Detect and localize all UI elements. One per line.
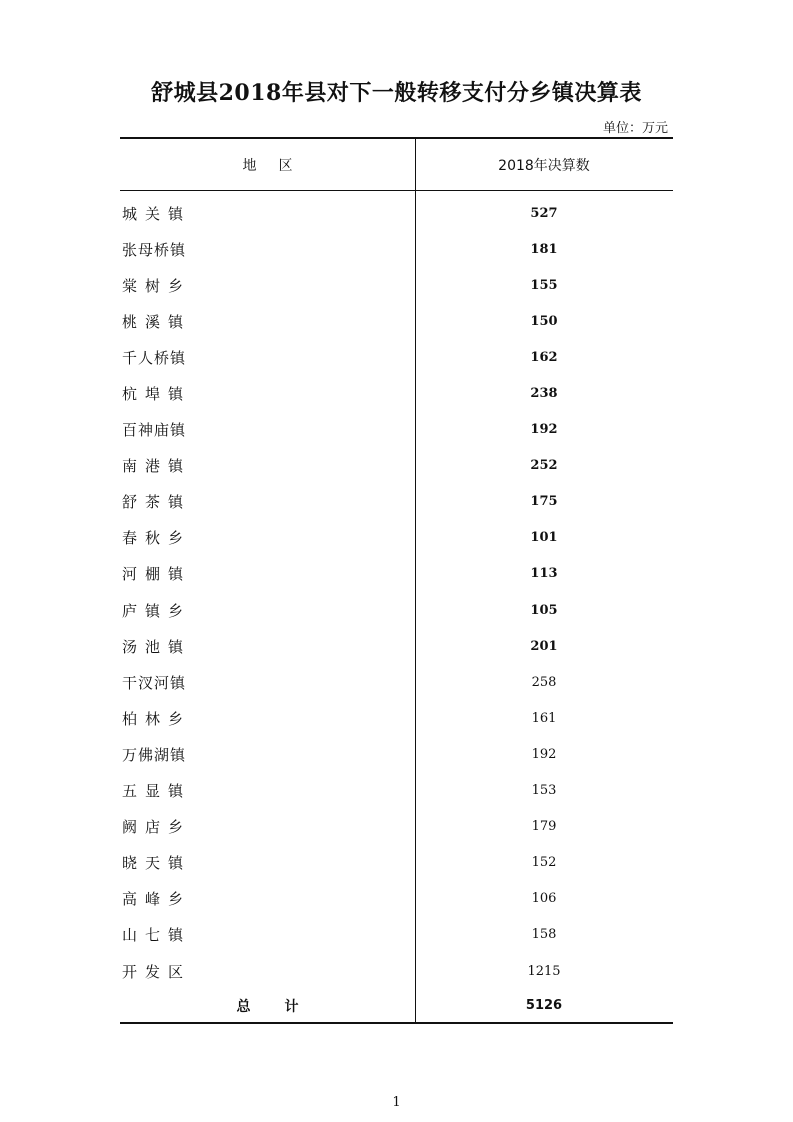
region-value: 175 — [530, 494, 558, 510]
table-row — [120, 736, 673, 772]
table-row — [120, 267, 673, 303]
region-value: 150 — [530, 313, 558, 329]
table-header — [120, 139, 673, 191]
region-value: 192 — [530, 422, 558, 438]
table-row — [120, 412, 673, 448]
region-value: 181 — [530, 241, 558, 257]
table-row — [120, 809, 673, 845]
region-value: 153 — [531, 783, 557, 799]
region-name: 棠树乡 — [122, 276, 192, 295]
region-name: 杭埠镇 — [122, 385, 192, 404]
region-name: 五显镇 — [122, 782, 192, 801]
table-row — [120, 520, 673, 556]
total-row — [120, 989, 673, 1022]
region-value: 179 — [531, 819, 557, 835]
region-name: 汤池镇 — [122, 637, 192, 656]
table-row — [120, 375, 673, 411]
header-region: 地区 — [242, 157, 315, 174]
table-row — [120, 664, 673, 700]
region-name: 柏林乡 — [122, 709, 192, 728]
region-value: 252 — [530, 458, 558, 474]
region-value: 158 — [531, 927, 557, 943]
table-row — [120, 556, 673, 592]
header-value: 2018年决算数 — [498, 157, 590, 174]
region-value: 155 — [530, 277, 558, 293]
total-label: 总计 — [236, 998, 333, 1015]
region-value: 113 — [530, 566, 558, 582]
region-value: 527 — [530, 205, 558, 221]
region-name: 河棚镇 — [122, 565, 192, 584]
region-value: 238 — [530, 386, 558, 402]
region-name: 干汊河镇 — [122, 673, 187, 692]
region-name: 高峰乡 — [122, 890, 192, 909]
column-divider — [415, 139, 416, 1022]
table-body — [120, 191, 673, 989]
page-number: 1 — [392, 1095, 401, 1110]
region-value: 192 — [531, 746, 557, 762]
region-name: 百神庙镇 — [122, 421, 187, 440]
region-name: 阙店乡 — [122, 818, 192, 837]
table-row — [120, 917, 673, 953]
table-row — [120, 231, 673, 267]
region-name: 千人桥镇 — [122, 348, 187, 367]
table-row — [120, 484, 673, 520]
table-row — [120, 303, 673, 339]
region-value: 105 — [530, 602, 558, 618]
table-row — [120, 448, 673, 484]
table-row — [120, 195, 673, 231]
table-row — [120, 773, 673, 809]
total-value: 5126 — [525, 998, 563, 1014]
page-title: 舒城县2018年县对下一般转移支付分乡镇决算表 — [151, 80, 642, 106]
region-name: 舒茶镇 — [122, 493, 192, 512]
table-row — [120, 700, 673, 736]
table-row — [120, 881, 673, 917]
region-name: 晓天镇 — [122, 854, 192, 873]
region-name: 开发区 — [122, 962, 192, 981]
region-name: 庐镇乡 — [122, 601, 192, 620]
region-value: 101 — [530, 530, 558, 546]
region-name: 春秋乡 — [122, 529, 192, 548]
region-name: 城关镇 — [122, 204, 192, 223]
unit-label: 单位：万元 — [602, 121, 668, 136]
region-value: 1215 — [527, 963, 561, 979]
region-name: 桃溪镇 — [122, 312, 192, 331]
region-value: 161 — [531, 710, 557, 726]
region-value: 201 — [530, 638, 558, 654]
region-value: 258 — [531, 674, 557, 690]
region-value: 162 — [530, 349, 558, 365]
region-name: 南港镇 — [122, 457, 192, 476]
table-row — [120, 845, 673, 881]
table-row — [120, 953, 673, 989]
budget-table — [120, 137, 673, 1024]
region-value: 152 — [531, 855, 557, 871]
table-row — [120, 592, 673, 628]
region-name: 张母桥镇 — [122, 240, 187, 259]
table-row — [120, 628, 673, 664]
region-name: 山七镇 — [122, 926, 192, 945]
region-value: 106 — [531, 891, 557, 907]
table-row — [120, 339, 673, 375]
region-name: 万佛湖镇 — [122, 745, 187, 764]
